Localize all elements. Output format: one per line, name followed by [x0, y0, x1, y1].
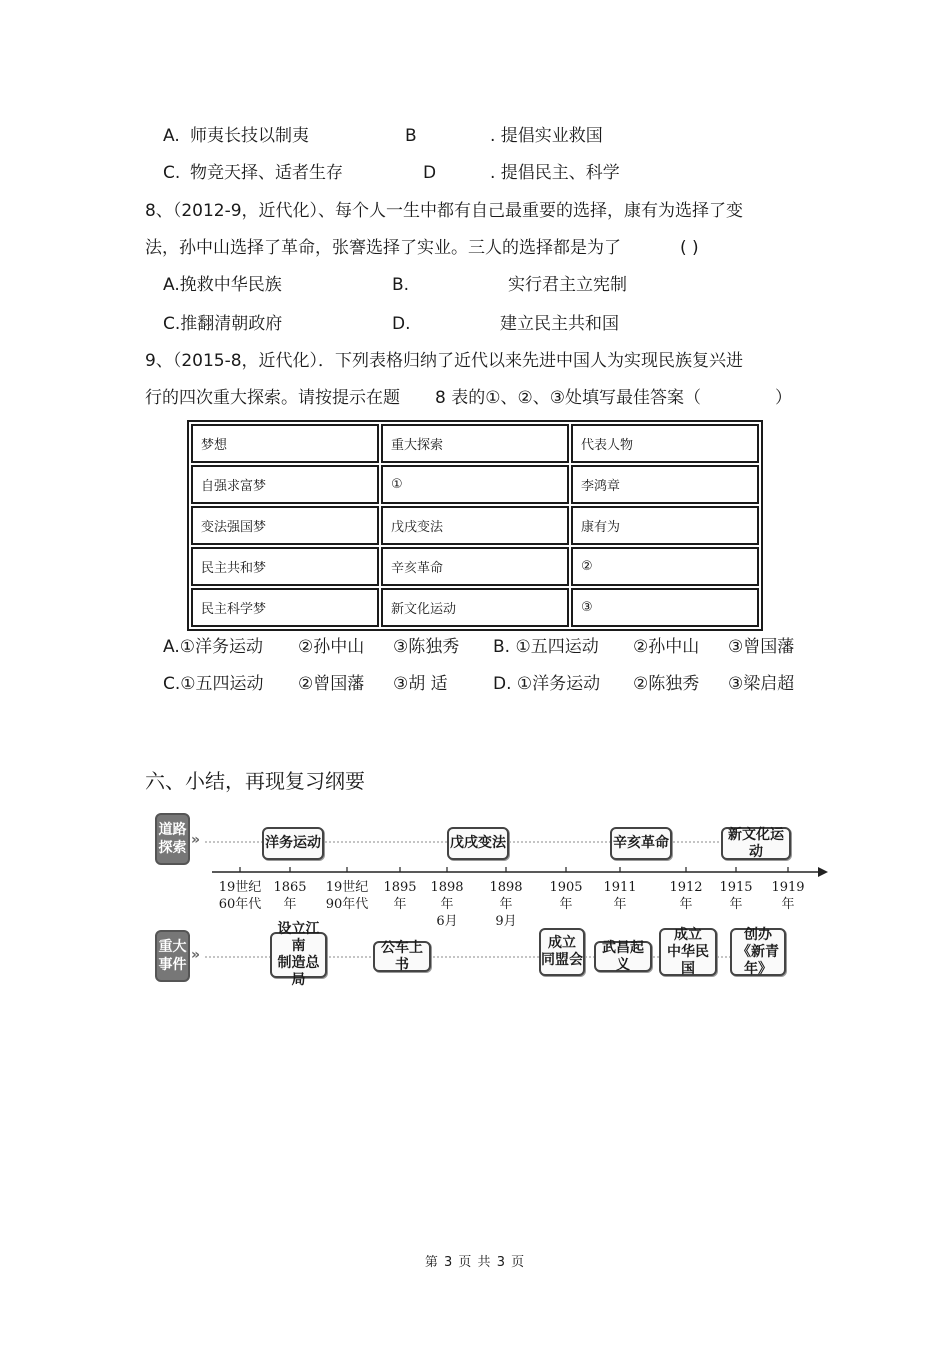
q7-option-c-letter: C. [163, 163, 181, 183]
chevron-right-icon: » [191, 832, 198, 848]
section-title: 六、小结，再现复习纲要 [145, 769, 365, 793]
q8-answer-paren: ( ) [680, 238, 699, 258]
event-box: 公车上书 [373, 941, 431, 972]
table-cell: ② [571, 547, 759, 586]
q9-option-a: A.①洋务运动 [163, 637, 263, 657]
tick-label: 19世纪 60年代 [218, 880, 262, 912]
q8-option-d-letter: D. [392, 314, 411, 334]
q7-option-b-letter: B [405, 126, 417, 146]
event-box: 成立 中华民国 [659, 928, 717, 976]
exploration-box: 新文化运动 [721, 827, 791, 860]
tick-label: 1905年 [549, 880, 583, 912]
table-cell: 新文化运动 [381, 588, 569, 627]
table-cell: 民主共和梦 [191, 547, 379, 586]
tick-label: 1919年 [771, 880, 805, 912]
tick-label: 1915年 [719, 880, 753, 912]
q9-option-b-2: ②孙中山 [633, 637, 700, 657]
table-cell: 变法强国梦 [191, 506, 379, 545]
event-box: 创办 《新青年》 [730, 928, 786, 976]
chevron-right-icon: » [191, 947, 198, 963]
timeline-arrow-icon [818, 867, 828, 877]
q8-option-b: 实行君主立宪制 [508, 275, 627, 295]
page-footer: 第 3 页 共 3 页 [424, 1255, 526, 1270]
q8-stem-line2: 法，孙中山选择了革命，张謇选择了实业。三人的选择都是为了 [145, 238, 621, 258]
q7-option-c: 物竞天择、适者生存 [190, 163, 343, 183]
table-header-cell: 梦想 [191, 424, 379, 463]
side-label-explorations: 道路 探索 [155, 813, 190, 865]
q9-stem-line1: 9、（2015-8，近代化）．下列表格归纳了近代以来先进中国人为实现民族复兴进 [145, 351, 744, 371]
q9-stem-line2-a: 行的四次重大探索。请按提示在题 [145, 388, 400, 408]
table-header-cell: 重大探索 [381, 424, 569, 463]
q9-option-a-3: ③陈独秀 [393, 637, 460, 657]
q9-stem-line2-b: 8 表的①、②、③处填写最佳答案（ [435, 388, 701, 408]
q9-stem-line2-c: ） [775, 388, 792, 408]
q8-option-c: C.推翻清朝政府 [163, 314, 283, 334]
tick-label: 1912年 [669, 880, 703, 912]
q9-option-c: C.①五四运动 [163, 674, 264, 694]
q9-option-a-2: ②孙中山 [298, 637, 365, 657]
q7-option-d: . 提倡民主、科学 [490, 163, 620, 183]
q9-option-d: D. ①洋务运动 [493, 674, 601, 694]
event-box: 成立 同盟会 [539, 928, 585, 976]
q7-option-d-letter: D [423, 163, 437, 183]
tick-label: 1898年 9月 [489, 880, 523, 929]
table-cell: 辛亥革命 [381, 547, 569, 586]
exploration-box: 辛亥革命 [610, 827, 672, 860]
event-box: 设立江南 制造总局 [270, 932, 327, 978]
tick-label: 1895年 [383, 880, 417, 912]
q9-option-b: B. ①五四运动 [493, 637, 599, 657]
exploration-box: 戊戌变法 [447, 827, 509, 860]
table-cell: 民主科学梦 [191, 588, 379, 627]
tick-label: 1898年 6月 [430, 880, 464, 929]
table-header-cell: 代表人物 [571, 424, 759, 463]
event-box: 武昌起义 [594, 941, 652, 972]
tick-label: 19世纪 90年代 [325, 880, 369, 912]
q7-option-b: . 提倡实业救国 [490, 126, 603, 146]
q9-option-c-3: ③胡 适 [393, 674, 448, 694]
q9-option-d-2: ②陈独秀 [633, 674, 700, 694]
q8-option-a: A.挽救中华民族 [163, 275, 282, 295]
q9-option-c-2: ②曾国藩 [298, 674, 365, 694]
exploration-box: 洋务运动 [262, 827, 324, 860]
table-cell: 自强求富梦 [191, 465, 379, 504]
tick-label: 1911年 [603, 880, 637, 912]
table-cell: 李鸿章 [571, 465, 759, 504]
q8-option-b-letter: B. [392, 275, 410, 295]
q9-option-d-3: ③梁启超 [728, 674, 795, 694]
q9-option-b-3: ③曾国藩 [728, 637, 795, 657]
tick-label: 1865年 [273, 880, 307, 912]
table-cell: ① [381, 465, 569, 504]
table-cell: ③ [571, 588, 759, 627]
q7-option-a-letter: A. [163, 126, 180, 146]
table-cell: 戊戌变法 [381, 506, 569, 545]
table-cell: 康有为 [571, 506, 759, 545]
q8-option-d: 建立民主共和国 [500, 314, 619, 334]
q8-stem-line1: 8、（2012-9，近代化）、每个人一生中都有自己最重要的选择，康有为选择了变 [145, 201, 744, 221]
side-label-events: 重大 事件 [155, 930, 190, 982]
q7-option-a: 师夷长技以制夷 [190, 126, 309, 146]
